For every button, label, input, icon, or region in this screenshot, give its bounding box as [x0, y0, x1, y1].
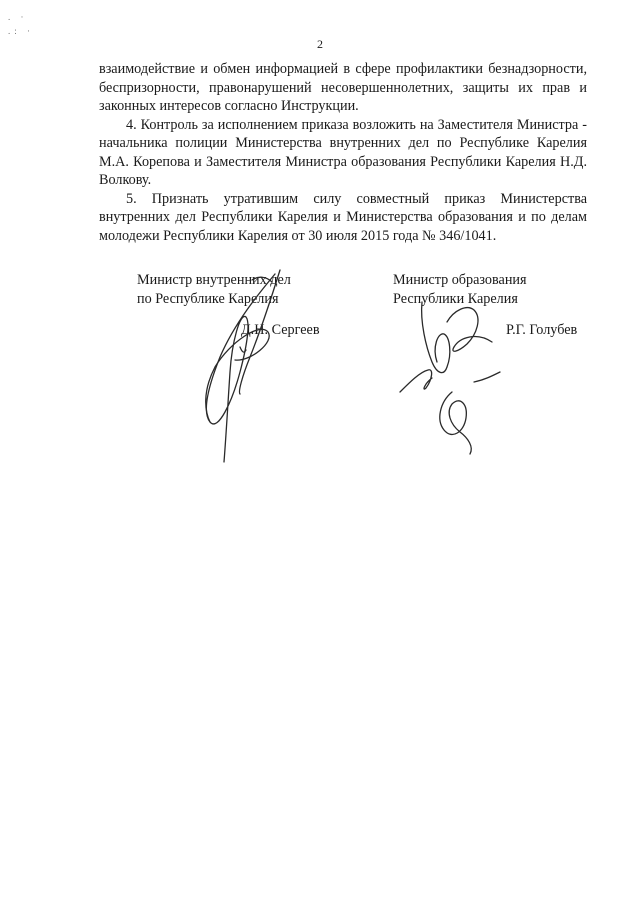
paragraph-item-5: 5. Признать утратившим силу совместный приказ Министерства внутренних дел Республики Карелия и Министерства образования и по делам молодежи Республики Карелия от 30 июля 2015 года № 346/1041. — [99, 190, 587, 244]
scan-marks: . · .: · — [8, 12, 34, 36]
signatory-right-title-line2: Республики Карелия — [393, 291, 518, 307]
signatory-left-title-line2: по Республике Карелия — [137, 291, 279, 307]
signature-left-icon — [180, 262, 300, 472]
document-body — [99, 60, 587, 245]
paragraph-continuation: взаимодействие и обмен информацией в сфере профилактики безнадзорности, беспризорности, правонарушений несовершеннолетних, защиты их прав и законных интересов согласно Инструкции. — [99, 61, 587, 114]
signatory-right-name: Р.Г. Голубев — [506, 322, 578, 338]
page-number: 2 — [317, 37, 323, 51]
signatory-left-name: Д.Н. Сергеев — [241, 322, 320, 338]
paragraph-item-4: 4. Контроль за исполнением приказа возложить на Заместителя Министра - начальника полиции Министерства внутренних дел по Республике Карелия М.А. Корепова и Заместителя Министра образования Республики Карелия Н.Д. Волкову. — [99, 116, 587, 188]
signatory-left-title-line1: Министр внутренних дел — [137, 272, 291, 288]
signatory-right-title-line1: Министр образования — [393, 272, 527, 288]
signature-right-icon — [392, 292, 512, 462]
